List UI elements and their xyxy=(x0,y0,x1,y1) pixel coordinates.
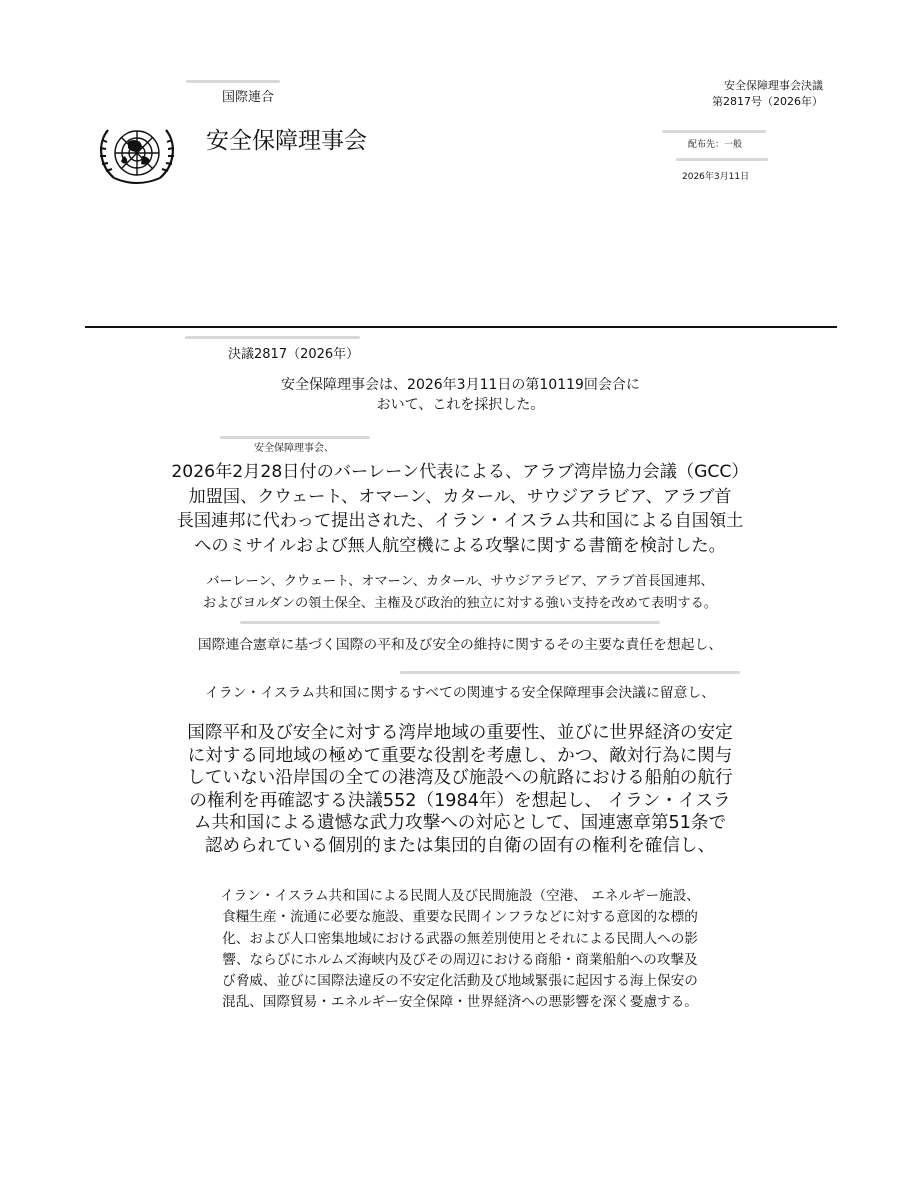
resolution-number: 決議2817（2026年） xyxy=(228,347,360,362)
paragraph-line: していない沿岸国の全ての港湾及び施設への航路における船舶の航行 xyxy=(187,768,733,788)
paragraph-line: 化、および人口密集地域における武器の無差別使用とそれによる民間人への影 xyxy=(222,930,698,947)
preamble-paragraph-2 xyxy=(160,571,760,614)
document-type: 安全保障理事会決議 xyxy=(724,79,823,92)
paragraph-line: 国際平和及び安全に対する湾岸地域の重要性、並びに世界経済の安定 xyxy=(187,723,733,743)
preamble-paragraph-6 xyxy=(160,886,760,1014)
paragraph-line: 加盟国、クウェート、オマーン、カタール、サウジアラビア、アラブ首 xyxy=(188,486,732,507)
paragraph-line: バーレーン、クウェート、オマーン、カタール、サウジアラビア、アラブ首長国連邦、 xyxy=(206,574,714,589)
scan-artifact xyxy=(240,621,660,624)
council-title: 安全保障理事会 xyxy=(206,128,367,154)
preamble-paragraph-4: イラン・イスラム共和国に関するすべての関連する安全保障理事会決議に留意し、 xyxy=(205,685,715,701)
paragraph-line: ム共和国による遺憾な武力攻撃への対応として、国連憲章第51条で xyxy=(193,813,727,833)
preamble-paragraph-3: 国際連合憲章に基づく国際の平和及び安全の維持に関するその主要な責任を想起し、 xyxy=(197,637,723,653)
scan-artifact xyxy=(400,671,740,674)
document-number: 第2817号（2026年） xyxy=(712,95,823,108)
scan-artifact xyxy=(186,80,280,83)
scan-artifact xyxy=(662,130,766,133)
scan-artifact xyxy=(185,336,360,339)
paragraph-line: 食糧生産・流通に必要な施設、重要な民間インフラなどに対する意図的な標的 xyxy=(222,909,698,926)
paragraph-line: へのミサイルおよび無人航空機による攻撃に関する書簡を検討した。 xyxy=(194,535,726,556)
paragraph-line: およびヨルダンの領土保全、主権及び政治的独立に対する強い支持を改めて表明する。 xyxy=(203,595,717,611)
scan-artifact xyxy=(676,158,768,161)
paragraph-line: 認められている個別的または集団的自衛の固有の権利を確信し、 xyxy=(204,835,716,856)
paragraph-line: び脅威、並びに国際法違反の不安定化活動及び地域緊張に起因する海上保安の xyxy=(222,973,698,990)
paragraph-line: 混乱、国際貿易・エネルギー安全保障・世界経済への悪影響を深く憂慮する。 xyxy=(222,994,698,1011)
organization-name: 国際連合 xyxy=(222,90,275,105)
adoption-statement xyxy=(0,375,921,415)
adoption-line: 安全保障理事会は、2026年3月11日の第10119回会合に xyxy=(281,377,640,393)
council-lead: 安全保障理事会、 xyxy=(254,443,334,454)
paragraph-line: に対する同地域の極めて重要な役割を考慮し、かつ、敵対行為に関与 xyxy=(187,745,733,766)
paragraph-line: 長国連邦に代わって提出された、イラン・イスラム共和国による自国領土 xyxy=(176,511,744,531)
distribution-label: 配布先：一般 xyxy=(688,140,743,150)
preamble-paragraph-1 xyxy=(160,460,760,558)
document-date: 2026年3月11日 xyxy=(682,172,750,182)
paragraph-line: イラン・イスラム共和国による民間人及び民間施設（空港、 エネルギー施設、 xyxy=(220,888,700,904)
header-divider xyxy=(85,326,837,328)
paragraph-line: 響、ならびにホルムズ海峡内及びその周辺における商船・商業船舶への攻撃及 xyxy=(222,951,698,968)
paragraph-line: の権利を再確認する決議552（1984年）を想起し、 イラン・イスラ xyxy=(189,790,731,811)
document-header-block xyxy=(712,78,823,110)
adoption-line: おいて、これを採択した。 xyxy=(376,397,545,413)
paragraph-line: 2026年2月28日付のバーレーン代表による、アラブ湾岸協力会議（GCC） xyxy=(171,462,749,482)
preamble-paragraph-5 xyxy=(160,722,760,857)
un-emblem-icon xyxy=(88,118,186,188)
